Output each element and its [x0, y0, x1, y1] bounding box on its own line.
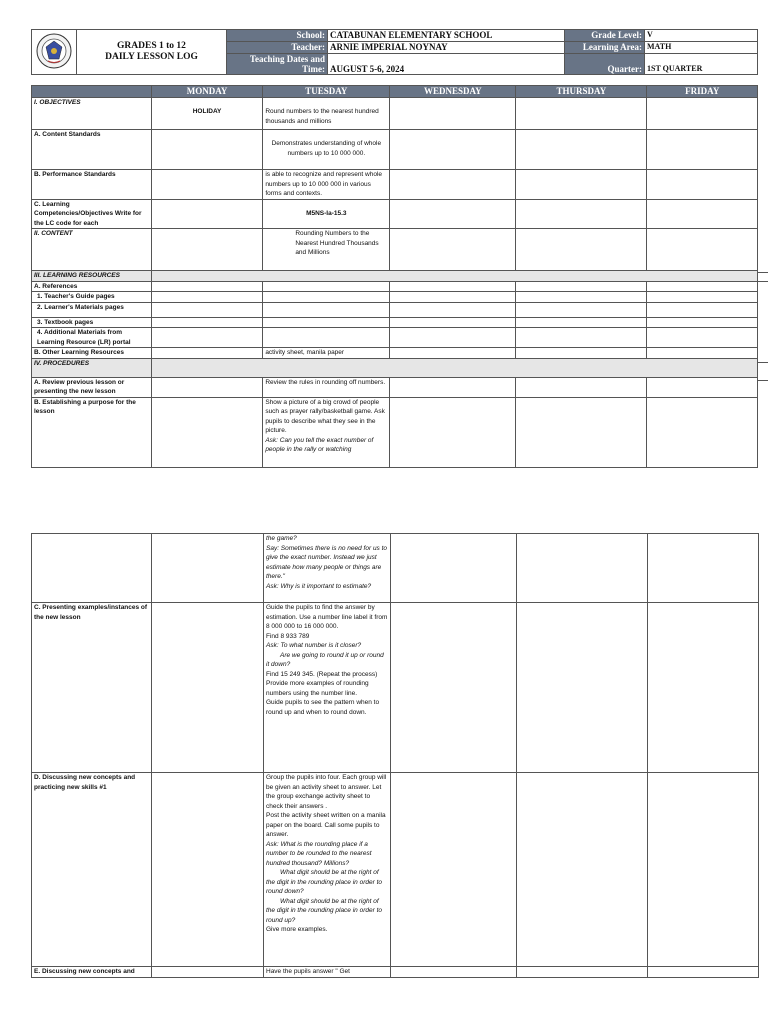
lesson-log-table-continued [31, 533, 759, 978]
row-label-textbook: 3. Textbook pages [32, 317, 152, 328]
continued-text-1: the game? [266, 535, 297, 542]
presenting-text-5: Find 15 249 345. (Repeat the process) [266, 670, 378, 678]
table-row [32, 292, 758, 303]
title-line-2: DAILY LESSON LOG [105, 52, 198, 62]
table-row [32, 130, 758, 170]
row-label-discussing-2: E. Discussing new concepts and [32, 967, 152, 978]
table-row [32, 302, 758, 317]
row-label-objectives: I. OBJECTIVES [32, 98, 152, 130]
purpose-text-2: Ask: Can you tell the exact number of people in the rally or watching [265, 436, 374, 453]
content-tuesday: Rounding Numbers to the Nearest Hundred Thousands and Millions [263, 229, 390, 271]
quarter-value: 1ST QUARTER [645, 54, 758, 75]
review-tuesday: Review the rules in rounding off numbers. [263, 377, 390, 397]
deped-seal [32, 30, 77, 75]
presenting-text-7: Guide pupils to see the pattern when to round up and when to round down. [266, 699, 380, 716]
quarter-label: Quarter: [565, 54, 645, 75]
rule-line [758, 281, 768, 282]
lesson-log-table [31, 85, 758, 468]
presenting-text-2: Find 8 933 789 [266, 632, 310, 640]
discussing-2-tuesday: Have the pupils answer " Get [264, 967, 391, 978]
day-header-thursday: THURSDAY [516, 86, 647, 98]
table-row [32, 170, 758, 200]
row-label-references: A. References [32, 281, 152, 292]
discussing-text-6: Give more examples. [266, 926, 328, 933]
school-label: School: [227, 30, 328, 42]
table-row [32, 397, 758, 467]
learning-area-label: Learning Area: [565, 42, 645, 54]
row-label-performance-standards: B. Performance Standards [32, 170, 152, 200]
teacher-label: Teacher: [227, 42, 328, 54]
competencies-tuesday: M5NS-Ia-15.3 [263, 199, 390, 229]
table-row [32, 348, 758, 359]
day-header-tuesday: TUESDAY [263, 86, 390, 98]
row-label-discussing-1: D. Discussing new concepts and practicing new skills #1 [32, 773, 152, 967]
presenting-text-4: Are we going to round it up or round it down? [266, 651, 384, 668]
discussing-text-1: Group the pupils into four. Each group will be given an activity sheet to answer. Let the group exchange activity sheet to check their answers . [266, 774, 387, 810]
day-header-wednesday: WEDNESDAY [390, 86, 516, 98]
row-label-learning-resources: III. LEARNING RESOURCES [32, 271, 152, 282]
dates-label: Teaching Dates and Time: [227, 54, 328, 75]
discussing-text-4: What digit should be at the right of the digit in the rounding place in order to round down? [266, 869, 382, 895]
table-row [32, 199, 758, 229]
table-row [32, 229, 758, 271]
row-label-purpose: B. Establishing a purpose for the lesson [32, 397, 152, 467]
corner-header [32, 86, 152, 98]
day-header-friday: FRIDAY [647, 86, 758, 98]
row-label-procedures: IV. PROCEDURES [32, 358, 152, 377]
header-table [31, 29, 758, 75]
row-label-content-standards: A. Content Standards [32, 130, 152, 170]
performance-standards-tuesday: is able to recognize and represent whole numbers up to 10 000 000 in various forms and contexts. [263, 170, 390, 200]
content-standards-tuesday: Demonstrates understanding of whole numbers up to 10 000 000. [263, 130, 390, 170]
row-label-lr-portal: 4. Additional Materials from Learning Resource (LR) portal [32, 328, 152, 348]
grade-value: V [645, 30, 758, 42]
continued-text-2: Say: Sometimes there is no need for us to give the exact number. Instead we just estimate how many people or things are there." [266, 544, 388, 580]
row-label-learners-materials: 2. Learner's Materials pages [32, 302, 152, 317]
discussing-text-5: What digit should be at the right of the digit in the rounding place in order to round up? [266, 897, 382, 924]
holiday-cell: HOLIDAY [151, 98, 263, 130]
presenting-text-1: Guide the pupils to find the answer by estimation. Use a number line label it from 8 000 000 to 16 000 000. [266, 604, 388, 630]
row-label-review: A. Review previous lesson or presenting the new lesson [32, 377, 152, 397]
log-title [77, 30, 227, 75]
row-label-presenting: C. Presenting examples/instances of the new lesson [32, 603, 152, 773]
objectives-tuesday: Round numbers to the nearest hundred thousands and millions [263, 98, 390, 130]
purpose-tuesday-continued [264, 534, 391, 603]
table-row [32, 317, 758, 328]
deped-seal-icon [36, 33, 72, 69]
table-row [32, 603, 759, 773]
school-value: CATABUNAN ELEMENTARY SCHOOL [328, 30, 565, 42]
purpose-tuesday [263, 397, 390, 467]
row-label-teachers-guide: 1. Teacher's Guide pages [32, 292, 152, 303]
table-row [32, 773, 759, 967]
table-row [32, 358, 758, 377]
title-line-1: GRADES 1 to 12 [117, 41, 186, 51]
table-row [32, 98, 758, 130]
table-row [32, 534, 759, 603]
continued-text-3: Ask: Why is it important to estimate? [266, 582, 372, 590]
rule-line [758, 362, 768, 363]
discussing-text-2: Post the activity sheet written on a manila paper on the board. Call some pupils to answer. [266, 812, 386, 838]
day-header-monday: MONDAY [151, 86, 263, 98]
presenting-tuesday [264, 603, 391, 773]
presenting-text-3: Ask: To what number is it closer? [266, 642, 362, 649]
row-label-other-resources: B. Other Learning Resources [32, 348, 152, 359]
discussing-1-tuesday [264, 773, 391, 967]
rule-line [758, 380, 768, 381]
table-row [32, 328, 758, 348]
table-row [32, 281, 758, 292]
discussing-text-3: Ask: What is the rounding place if a number to be rounded to the nearest hundred thousand? Millions? [266, 840, 372, 867]
grade-label: Grade Level: [565, 30, 645, 42]
purpose-text-1: Show a picture of a big crowd of people such as prayer rally/basketball game. Ask pupils to describe what they see in the picture. [265, 398, 385, 434]
rule-line [758, 272, 768, 273]
table-row [32, 967, 759, 978]
presenting-text-6: Provide more examples of rounding numbers using the number line. [266, 680, 369, 697]
table-row [32, 271, 758, 282]
teacher-value: ARNIE IMPERIAL NOYNAY [328, 42, 565, 54]
dates-value: AUGUST 5-6, 2024 [328, 54, 565, 75]
other-resources-tuesday: activity sheet, manila paper [263, 348, 390, 359]
learning-area-value: MATH [645, 42, 758, 54]
row-label-content: II. CONTENT [32, 229, 152, 271]
row-label-competencies: C. Learning Competencies/Objectives Write for the LC code for each [32, 199, 152, 229]
table-row [32, 377, 758, 397]
